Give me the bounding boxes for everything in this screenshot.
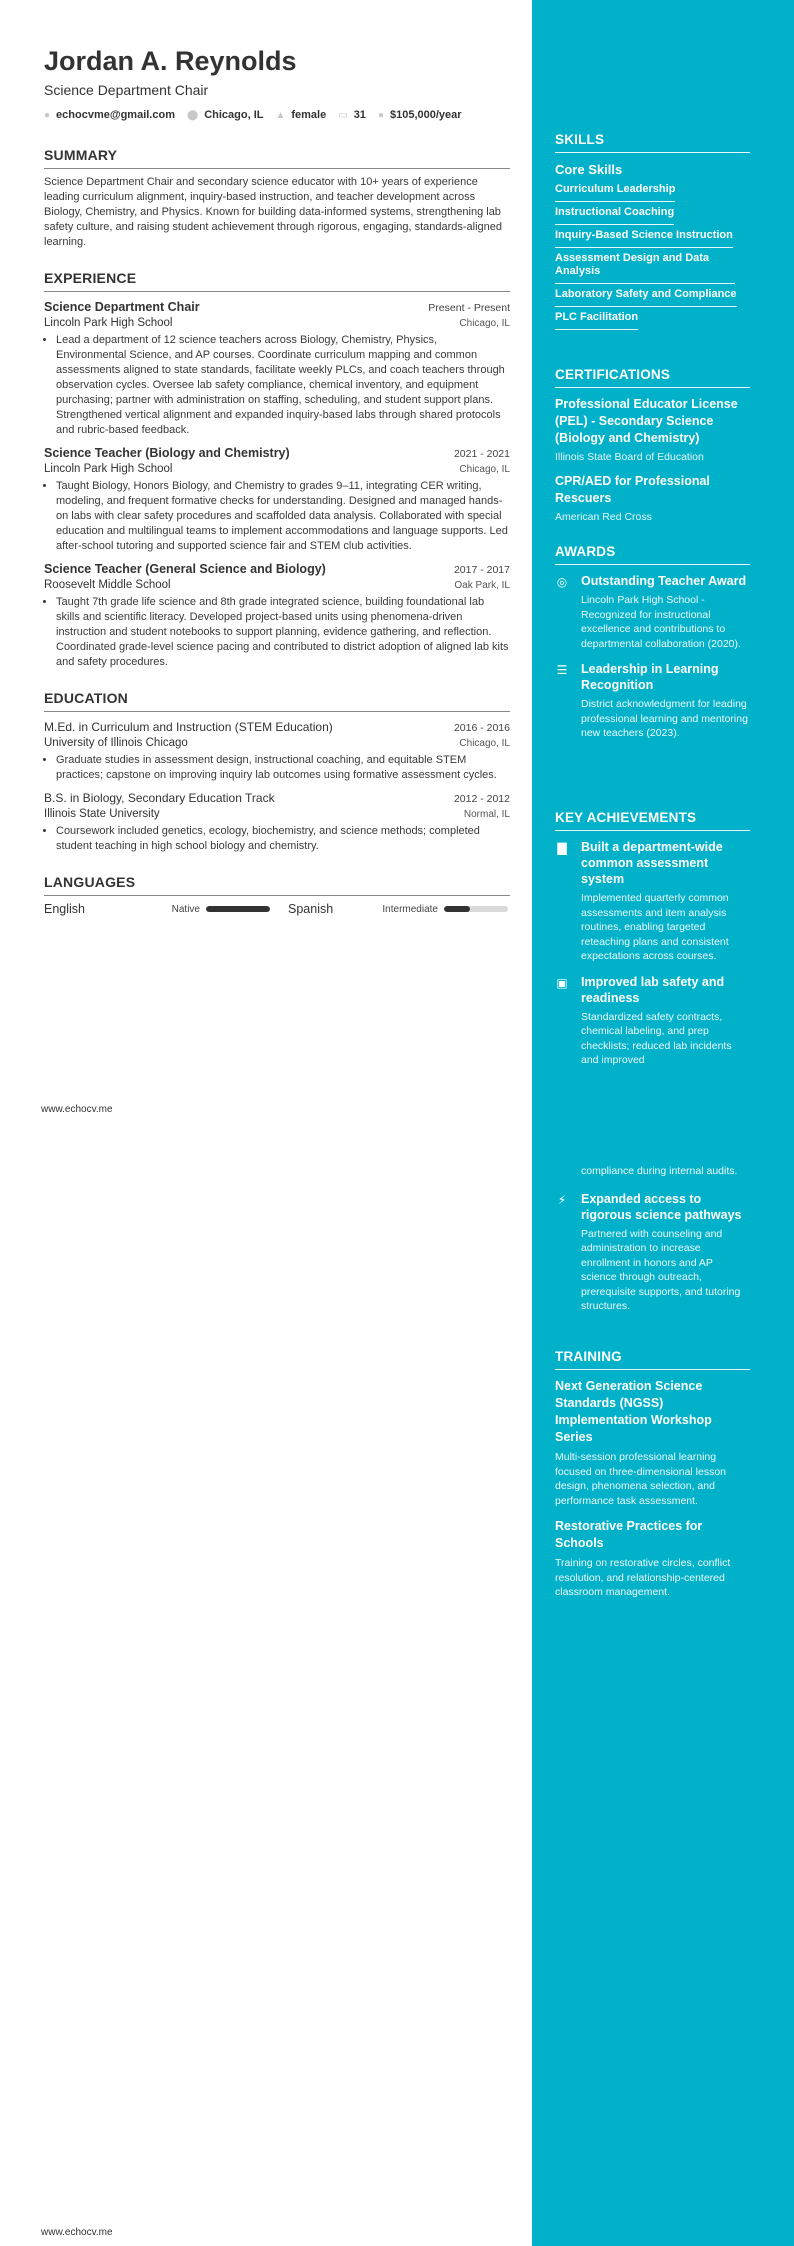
education-school: University of Illinois Chicago xyxy=(44,737,188,749)
contact-row xyxy=(44,109,510,121)
language-proficiency-bar xyxy=(206,906,270,912)
achievement-item xyxy=(555,1191,750,1314)
footer-url: www.echocv.me xyxy=(41,2227,113,2238)
education-degree: B.S. in Biology, Secondary Education Track xyxy=(44,791,275,805)
skills-section xyxy=(555,132,750,330)
skill-item: Inquiry-Based Science Instruction xyxy=(555,225,733,248)
achievement-description: compliance during internal audits. xyxy=(581,1165,738,1177)
person-icon: ▲ xyxy=(275,109,286,121)
key-achievements-continued xyxy=(555,1164,750,1314)
certification-name: Professional Educator License (PEL) - Secondary Science (Biology and Chemistry) xyxy=(555,397,738,445)
award-description: District acknowledgment for leading professional learning and mentoring new teachers (2023). xyxy=(581,698,748,739)
sidebar-background xyxy=(532,0,794,2246)
candidate-name: Jordan A. Reynolds xyxy=(44,46,297,76)
experience-entry xyxy=(44,562,510,670)
language-level: Native xyxy=(171,903,200,915)
education-date: 2012 - 2012 xyxy=(453,793,510,805)
skill-item: Curriculum Leadership xyxy=(555,179,675,202)
skill-item: Laboratory Safety and Compliance xyxy=(555,284,737,307)
language-proficiency-fill xyxy=(206,906,270,912)
location-pin-icon: ⬤ xyxy=(186,109,199,121)
experience-org: Lincoln Park High School xyxy=(44,317,173,329)
training-description: Training on restorative circles, conflict resolution, and relationship-centered classroom management. xyxy=(555,1557,731,1598)
languages-heading: LANGUAGES xyxy=(44,874,510,896)
achievement-description: Implemented quarterly common assessments and item analysis routines, enabling targeted reteaching plans and consistent expectations across courses. xyxy=(581,892,729,962)
experience-entry xyxy=(44,446,510,554)
training-section xyxy=(555,1349,750,1600)
skill-item: Instructional Coaching xyxy=(555,202,674,225)
experience-location: Chicago, IL xyxy=(459,318,510,329)
job-title: Science Department Chair xyxy=(44,82,209,98)
summary-section xyxy=(44,147,510,250)
achievement-description: Partnered with counseling and administration to increase enrollment in honors and AP science through outreach, prerequisite supports, and tutoring structures. xyxy=(581,1227,741,1312)
experience-description: • Taught 7th grade life science and 8th grade integrated science, building foundational lab skills and scientific literacy. Developed project-based units using phenomena-driven instruction and student notebooks to support planning, evidence gathering, and reflection. Coordinated grade-level science pacing and contributed to district adoption of aligned lab kits and safety procedures. xyxy=(56,595,510,670)
education-description: • Graduate studies in assessment design, instructional coaching, and equitable STEM practices; capstone on improving inquiry lab outcomes using formative assessment cycles. xyxy=(56,753,510,783)
skill-item: PLC Facilitation xyxy=(555,307,638,330)
education-description: • Coursework included genetics, ecology, biochemistry, and science methods; completed student teaching in high school biology and chemistry. xyxy=(56,824,510,854)
certification-issuer: American Red Cross xyxy=(555,511,652,523)
award-item xyxy=(555,661,750,741)
experience-date: 2017 - 2017 xyxy=(453,564,510,576)
achievement-description: Standardized safety contracts, chemical labeling, and prep checklists; reduced lab incidents and improved xyxy=(581,1010,732,1066)
contact-age: ▭ 31 xyxy=(338,109,366,121)
lightning-icon: ⚡ xyxy=(557,1192,567,1207)
experience-heading: EXPERIENCE xyxy=(44,270,510,292)
experience-role: Science Teacher (Biology and Chemistry) xyxy=(44,446,290,460)
award-icon: ◎ xyxy=(556,575,568,589)
education-entry xyxy=(44,791,510,854)
training-description: Multi-session professional learning focused on three-dimensional lesson design, phenomena selection, and performance task assessment. xyxy=(555,1451,727,1507)
achievement-item xyxy=(555,839,750,964)
skill-item: Assessment Design and Data Analysis xyxy=(555,248,735,284)
contact-location: ⬤ Chicago, IL xyxy=(186,109,264,121)
education-date: 2016 - 2016 xyxy=(453,722,510,734)
language-proficiency-bar xyxy=(444,906,508,912)
education-degree: M.Ed. in Curriculum and Instruction (STEM Education) xyxy=(44,720,333,734)
experience-org: Lincoln Park High School xyxy=(44,463,173,475)
achievement-title: Expanded access to rigorous science pathways xyxy=(581,1191,742,1222)
training-name: Next Generation Science Standards (NGSS) Implementation Workshop Series xyxy=(555,1379,712,1444)
awards-heading: AWARDS xyxy=(555,544,750,565)
summary-text: Science Department Chair and secondary science educator with 10+ years of experience leading curriculum alignment, inquiry-based instruction, and teacher development across Biology, Chemistry, and Physics. Known for building data-informed systems, strengthening lab safety culture, and raising student achievement through rigorous, engaging, standards-aligned learning. xyxy=(44,176,503,248)
contact-gender: ▲ female xyxy=(275,109,327,121)
experience-location: Oak Park, IL xyxy=(454,580,510,591)
education-heading: EDUCATION xyxy=(44,690,510,712)
language-row xyxy=(44,902,510,916)
certification-name: CPR/AED for Professional Rescuers xyxy=(555,474,710,505)
key-achievements-section xyxy=(555,810,750,1068)
achievement-continuation xyxy=(555,1164,750,1179)
education-entry xyxy=(44,720,510,783)
education-school: Illinois State University xyxy=(44,808,160,820)
list-icon: ☰ xyxy=(556,663,568,677)
experience-date: Present - Present xyxy=(428,302,510,314)
money-icon: ● xyxy=(377,109,384,121)
language-name: Spanish xyxy=(288,902,334,916)
skills-heading: SKILLS xyxy=(555,132,750,153)
summary-heading: SUMMARY xyxy=(44,147,510,169)
award-title: Leadership in Learning Recognition xyxy=(581,662,719,692)
key-achievements-heading: KEY ACHIEVEMENTS xyxy=(555,810,750,831)
language-proficiency-fill xyxy=(444,906,470,912)
contact-salary: ● $105,000/year xyxy=(377,109,462,121)
language-name: English xyxy=(44,902,85,916)
experience-role: Science Teacher (General Science and Biology) xyxy=(44,562,326,576)
main-column xyxy=(44,46,510,916)
achievement-title: Built a department-wide common assessment system xyxy=(581,840,723,886)
awards-section xyxy=(555,544,750,741)
experience-entry xyxy=(44,300,510,438)
skills-subheading: Core Skills xyxy=(555,162,623,177)
education-location: Normal, IL xyxy=(463,809,510,820)
footer-url: www.echocv.me xyxy=(41,1104,113,1115)
education-location: Chicago, IL xyxy=(459,738,510,749)
experience-location: Chicago, IL xyxy=(459,464,510,475)
experience-section xyxy=(44,270,510,670)
certifications-heading: CERTIFICATIONS xyxy=(555,367,750,388)
experience-description: • Taught Biology, Honors Biology, and Chemistry to grades 9–11, integrating CER writing, modeling, and frequent formative checks for understanding. Designed and managed hands-on labs with clear safety procedures and scaffolded data analysis. Collaborated with special education and multilingual teams to implement accommodations and language supports. Led after-school tutoring and supported science fair and STEM club activities. xyxy=(56,479,510,554)
document-icon: ▇ xyxy=(557,841,567,855)
certification-issuer: Illinois State Board of Education xyxy=(555,451,704,463)
award-item xyxy=(555,573,750,651)
experience-date: 2021 - 2021 xyxy=(453,448,510,460)
language-level: Intermediate xyxy=(382,903,438,915)
training-name: Restorative Practices for Schools xyxy=(555,1519,703,1550)
achievement-item xyxy=(555,974,750,1068)
inbox-icon: ▣ xyxy=(556,975,568,990)
training-heading: TRAINING xyxy=(555,1349,750,1370)
award-title: Outstanding Teacher Award xyxy=(581,574,747,588)
award-description: Lincoln Park High School - Recognized for instructional excellence and contributions to departmental collaboration (2020). xyxy=(581,594,741,650)
certifications-section xyxy=(555,367,750,523)
languages-section xyxy=(44,874,510,916)
experience-org: Roosevelt Middle School xyxy=(44,579,171,591)
calendar-icon: ▭ xyxy=(338,109,348,121)
experience-role: Science Department Chair xyxy=(44,300,200,314)
experience-description: • Lead a department of 12 science teachers across Biology, Chemistry, Physics, Environmental Science, and AP courses. Coordinate curriculum mapping and common assessments aligned to state standards, facilitate weekly PLCs, and coach teachers through observation cycles. Oversee lab safety compliance, chemical inventory, and equipment purchasing; partner with administration on staffing, scheduling, and student support plans. Strengthened vertical alignment and expanded inquiry-based labs through shared protocols and rubric-based feedback. xyxy=(56,333,510,438)
contact-email: ● echocvme@gmail.com xyxy=(44,109,175,121)
achievement-title: Improved lab safety and readiness xyxy=(581,974,725,1005)
education-section xyxy=(44,690,510,854)
email-icon: ● xyxy=(44,109,51,121)
